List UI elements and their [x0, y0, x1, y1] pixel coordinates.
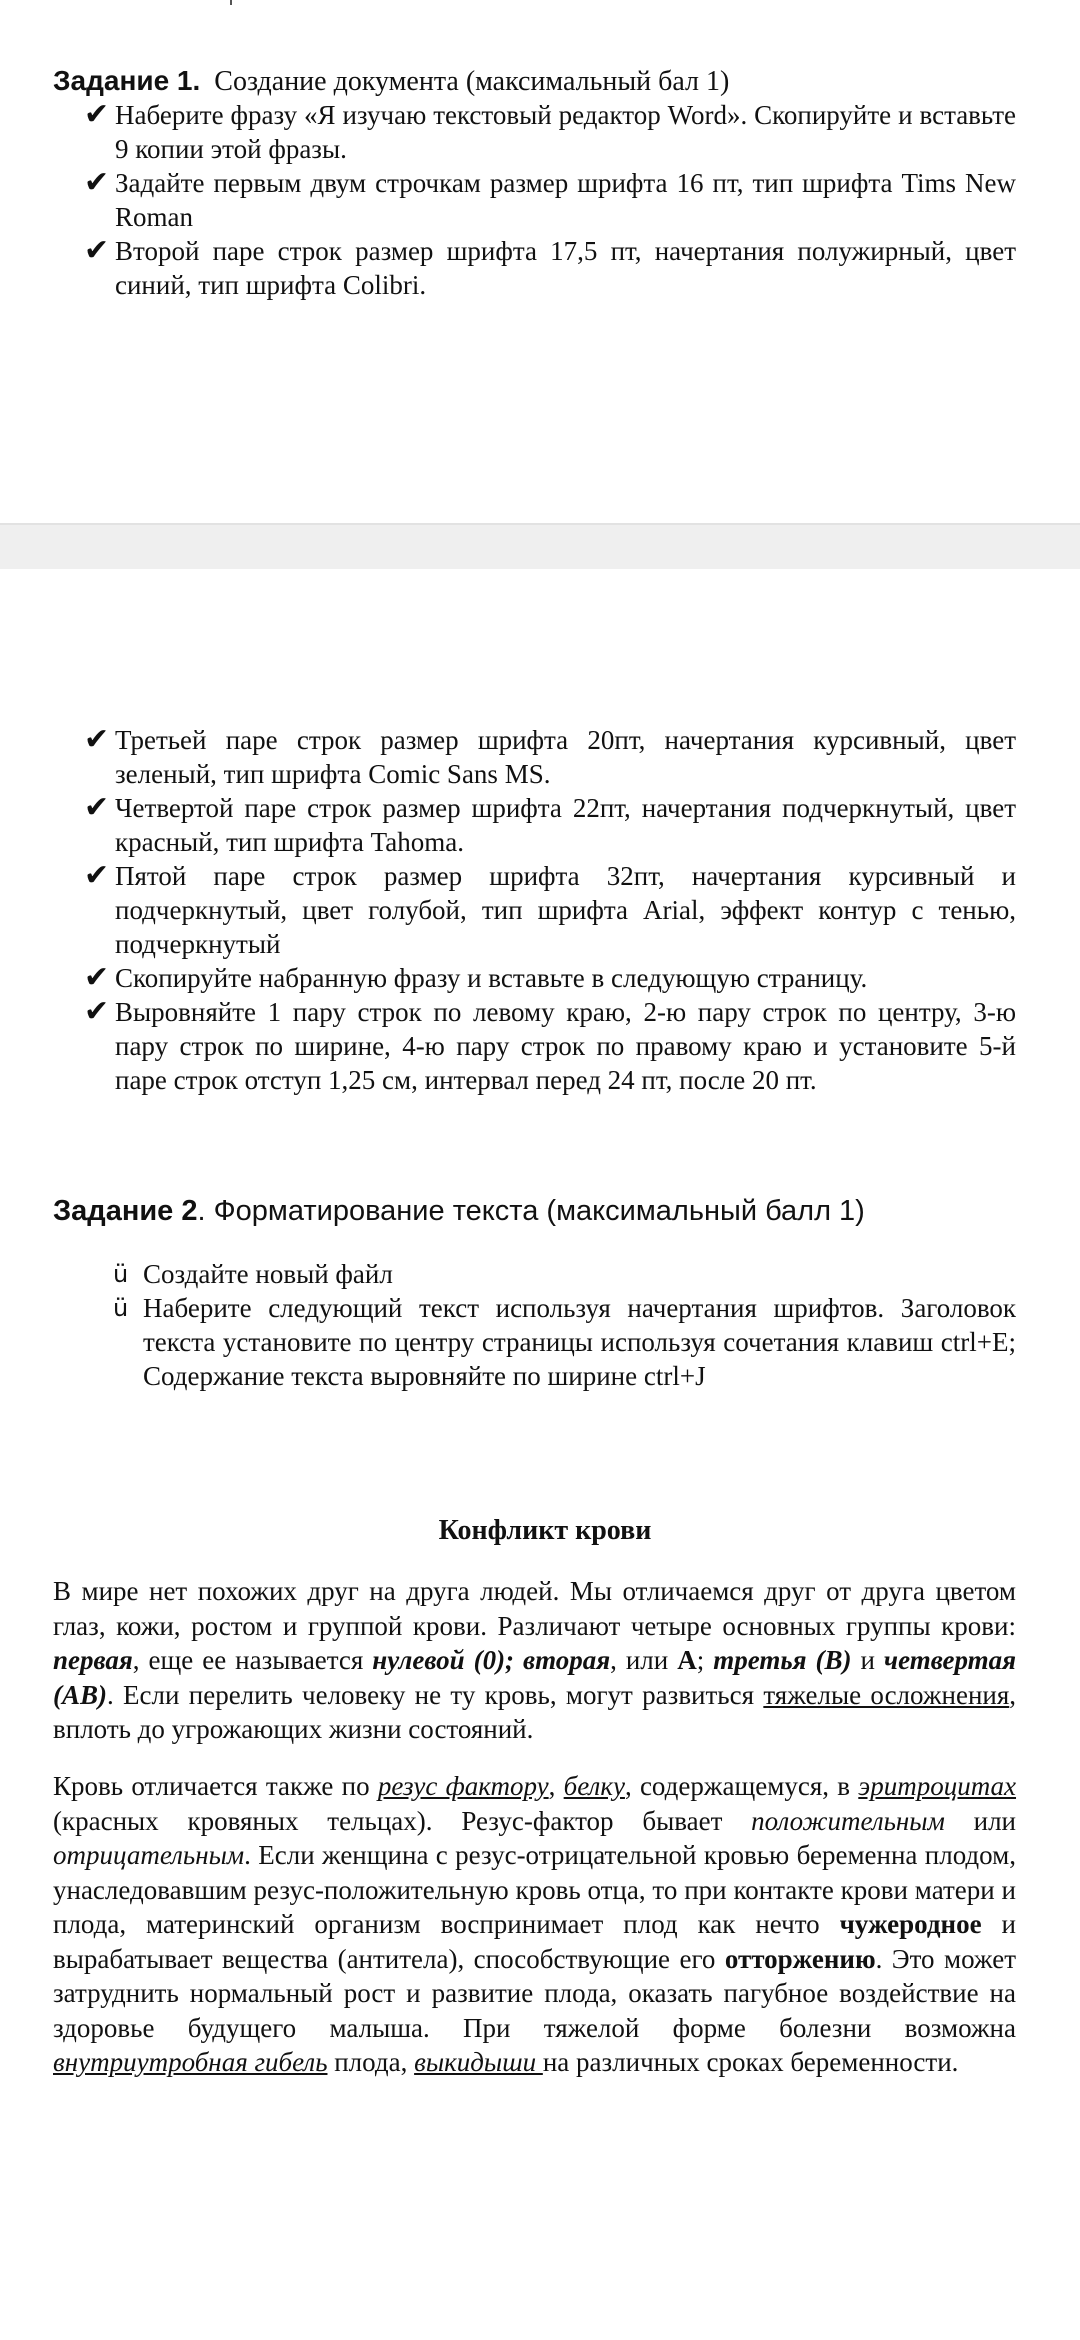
document-heading: Конфликт крови [438, 1515, 652, 1546]
check-mark-icon: ✔ [84, 97, 110, 132]
list-item: ✔ Выровняйте 1 пару строк по левому краю, 2-ю пару строк по центру, 3-ю пару строк по ширине, 4-ю пару строк по правому краю и установите 5-й паре строк отступ 1,25 см, интервал перед 24 пт, после 20 пт. [84, 994, 1016, 1095]
list-item: ✔ Наберите фразу «Я изучаю текстовый редактор Word». Скопируйте и вставьте 9 копии этой фразы. [84, 97, 1016, 164]
paragraph-1: В мире нет похожих друг на друга людей. Мы отличаемся друг от друга цветом глаз, кожи, ростом и группой крови. Различают четыре основных группы крови: первая, еще ее называется нулевой (0); вторая, или А; третья (В) и четвертая (АВ). Если перелить человеку не ту кровь, могут развиться тяжелые осложнения, вплоть до угрожающих жизни состояний. [53, 1576, 1017, 1744]
task-1-title [53, 64, 729, 99]
paragraph-2: Кровь отличается также по резус фактору, белку, содержащемуся, в эритроцитах (красных кровяных тельцах). Резус-фактор бывает положительным или отрицательным. Если женщина с резус-отрицательной кровью беременна плодом, унаследовавшим резус-положительную кровь отца, то при контакте крови матери и плода, материнский организм воспринимает плод как нечто чужеродное и вырабатывает вещества (антитела), способствующие его отторжению. Это может затруднить нормальный рост и развитие плода, оказать пагубное воздействие на здоровье будущего малыша. При тяжелой форме болезни возможна внутриутробная гибель плода, выкидыши на различных сроках беременности. [53, 1771, 1017, 2077]
task-2-title-text: . Форматирование текста (максимальный балл 1) [197, 1195, 865, 1227]
task-1-number: Задание 1. [53, 65, 201, 96]
list-item: ✔ Задайте первым двум строчкам размер шрифта 16 пт, тип шрифта Tims New Roman [84, 165, 1016, 232]
task-2-title [53, 1194, 865, 1228]
check-mark-icon: ✔ [84, 722, 110, 757]
list-item: ✔ Третьей паре строк размер шрифта 20пт, начертания курсивный, цвет зеленый, тип шрифта Comic Sans MS. [84, 722, 1016, 789]
task-1-checklist [84, 98, 1016, 302]
check-mark-icon: ✔ [84, 960, 110, 995]
check-mark-icon: ✔ [84, 994, 110, 1029]
wingdings-bullet-icon: ü [113, 1260, 129, 1288]
task-2-list [113, 1257, 1016, 1393]
check-mark-icon: ✔ [84, 165, 110, 200]
list-item: ü Создайте новый файл [113, 1259, 393, 1289]
list-item: ✔ Пятой паре строк размер шрифта 32пт, начертания курсивный и подчеркнутый, цвет голубой, тип шрифта Arial, эффект контур с тенью, подчеркнутый [84, 858, 1016, 959]
document-page-1 [0, 0, 1080, 523]
task-2-number: Задание 2 [53, 1195, 198, 1227]
list-item: ✔ Скопируйте набранную фразу и вставьте в следующую страницу. [84, 960, 868, 995]
check-mark-icon: ✔ [84, 858, 110, 893]
page-top-mark [230, 0, 232, 5]
page-separator [0, 523, 1080, 569]
wingdings-bullet-icon: ü [113, 1294, 129, 1322]
task-1-checklist-continued [84, 723, 1016, 1097]
list-item: ✔ Четвертой паре строк размер шрифта 22пт, начертания подчеркнутый, цвет красный, тип шрифта Tahoma. [84, 790, 1016, 857]
list-item: ✔ Второй паре строк размер шрифта 17,5 пт, начертания полужирный, цвет синий, тип шрифта Colibri. [84, 233, 1016, 300]
list-item: ü Наберите следующий текст используя начертания шрифтов. Заголовок текста установите по центру страницы используя сочетания клавиш ctrl+E; Содержание текста выровняйте по ширине ctrl+J [113, 1293, 1016, 1391]
task-1-title-text: Создание документа (максимальный бал 1) [214, 66, 730, 97]
check-mark-icon: ✔ [84, 790, 110, 825]
check-mark-icon: ✔ [84, 233, 110, 268]
